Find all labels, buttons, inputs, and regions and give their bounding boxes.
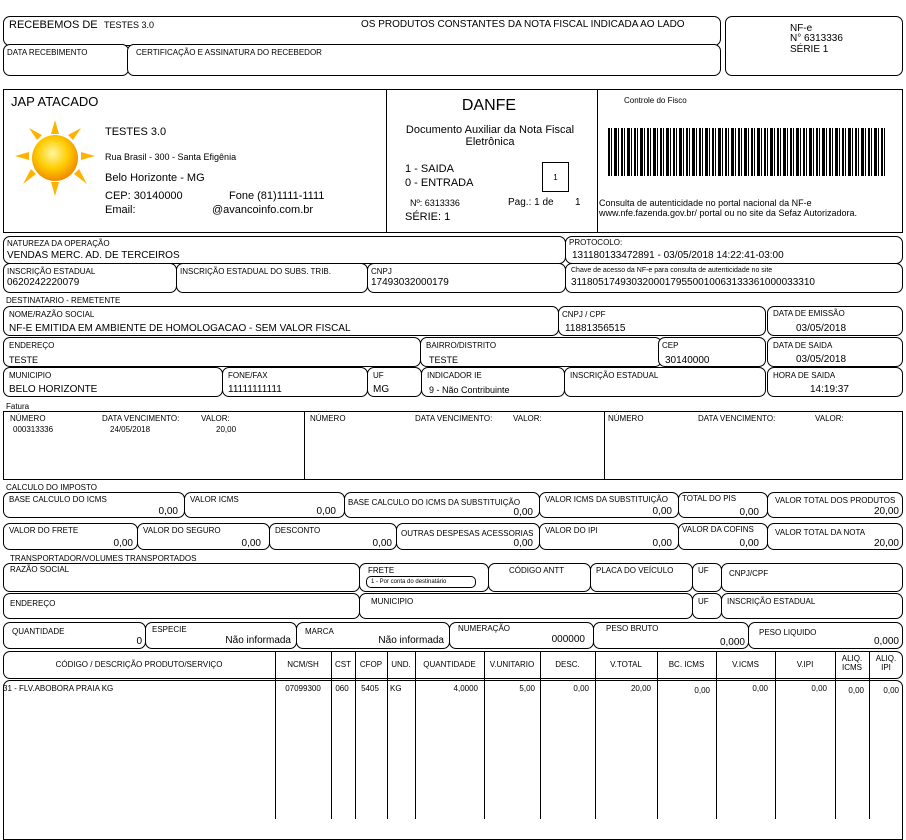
transp-frete-box: [359, 563, 489, 592]
transp-numeracao-value: 000000: [551, 634, 585, 645]
dest-uf-value: MG: [373, 384, 390, 395]
produtos-col-divider: [869, 651, 870, 819]
natureza-label: NATUREZA DA OPERAÇÃO: [7, 239, 110, 248]
transp-endereco-label: ENDEREÇO: [10, 599, 56, 608]
produtos-header-vicms: V.ICMS: [732, 660, 759, 669]
base-icms-label: BASE CALCULO DO ICMS: [9, 495, 107, 504]
ipi-value: 0,00: [652, 538, 672, 549]
fatura-valor-label: VALOR:: [201, 414, 230, 423]
total-prod-value: 20,00: [873, 506, 899, 517]
danfe-tipo-box: [542, 162, 569, 192]
produtos-header-cfop: CFOP: [359, 660, 383, 669]
produtos-col-divider: [835, 651, 836, 819]
produto-row: [3, 684, 903, 696]
assinatura-label: CERTIFICAÇÃO E ASSINATURA DO RECEBEDOR: [136, 48, 322, 57]
transp-municipio-box: [359, 593, 693, 619]
transp-marca-value: Não informada: [378, 635, 444, 646]
chave-box: [565, 263, 903, 293]
dest-fone-label: FONE/FAX: [228, 371, 268, 380]
fatura-numero-label-3: NÚMERO: [608, 414, 644, 423]
emitente-endereco: Rua Brasil - 300 - Santa Efigênia: [105, 152, 237, 162]
outras-box: [396, 523, 540, 550]
emitente-email: @avancoinfo.com.br: [212, 204, 314, 216]
produtos-col-divider: [484, 651, 485, 819]
emitente-fone: Fone (81)1111-1111: [229, 190, 325, 202]
frete-label: VALOR DO FRETE: [9, 526, 79, 535]
fatura-numero-label-2: NÚMERO: [310, 414, 346, 423]
produtos-header-vipi: V.IPI: [796, 660, 814, 669]
produtos-col-divider: [595, 651, 596, 819]
ipi-label: VALOR DO IPI: [545, 526, 598, 535]
dest-fone-value: 11111111111: [228, 384, 282, 395]
transp-marca-label: MARCA: [305, 627, 334, 636]
fatura-venc-value: 24/05/2018: [110, 425, 151, 434]
cnpj-box: [367, 263, 566, 293]
danfe-title: DANFE: [461, 97, 517, 114]
transp-frete-pill: [366, 576, 476, 588]
desconto-value: 0,00: [372, 538, 392, 549]
produto-und: KG: [390, 684, 402, 693]
frete-value: 0,00: [113, 538, 133, 549]
emitente-email-label: Email:: [105, 204, 136, 216]
transp-qtd-value: 0: [136, 636, 142, 647]
produto-qtd: 4,0000: [453, 684, 478, 693]
transp-uf2-label: UF: [698, 597, 709, 606]
dest-ie-label: INSCRIÇÃO ESTADUAL: [570, 371, 659, 380]
dest-endereco-box: [3, 337, 421, 367]
produtos-header-cst: CST: [335, 660, 351, 669]
transp-ie-label: INSCRIÇÃO ESTADUAL: [727, 597, 816, 606]
protocolo-box: [565, 236, 903, 264]
danfe-serie: SÉRIE: 1: [405, 211, 451, 223]
emitente-header: JAP ATACADO: [11, 94, 99, 109]
transp-uf-box: [692, 563, 722, 592]
transp-especie-label: ESPECIE: [152, 625, 187, 634]
dest-hora-box: [767, 367, 903, 397]
produto-aliq-icms: 0,00: [848, 686, 864, 695]
sun-logo-icon: [9, 118, 101, 198]
produto-desc: 0,00: [573, 684, 589, 693]
dest-uf-label: UF: [373, 371, 384, 380]
transp-peso-liq-box: [748, 622, 903, 649]
ipi-box: [539, 523, 679, 550]
dest-cep-value: 30140000: [665, 355, 710, 366]
valor-icms-value: 0,00: [316, 506, 336, 517]
produtos-header-bcicms: BC. ICMS: [668, 660, 705, 669]
base-icms-box: [3, 492, 185, 518]
produto-bc-icms: 0,00: [694, 686, 710, 695]
dest-uf-box: [367, 367, 422, 397]
produto-cfop: 5405: [361, 684, 379, 693]
produto-cst: 060: [335, 684, 349, 693]
produto-v-ipi: 0,00: [811, 684, 827, 693]
ie-value: 0620242220079: [7, 277, 80, 288]
dest-endereco-value: TESTE: [9, 355, 39, 365]
transp-antt-box: [488, 563, 591, 592]
danfe-saida: 1 - SAIDA: [405, 163, 454, 175]
recebemos-frase: OS PRODUTOS CONSTANTES DA NOTA FISCAL INDICADA AO LADO: [361, 19, 685, 30]
dest-hora-label: HORA DE SAIDA: [773, 371, 836, 380]
dest-bairro-value: TESTE: [429, 355, 459, 365]
produtos-header-aliqipi: ALIQ. IPI: [875, 654, 897, 672]
transp-antt-label: CÓDIGO ANTT: [509, 566, 565, 575]
natureza-value: VENDAS MERC. AD. DE TERCEIROS: [7, 250, 180, 261]
fatura-valor-label-2: VALOR:: [513, 414, 542, 423]
dest-emissao-value: 03/05/2018: [796, 323, 847, 334]
transp-peso-bruto-label: PESO BRUTO: [606, 624, 659, 633]
fatura-section: Fatura: [6, 402, 30, 411]
canhoto-data: [3, 44, 129, 76]
dest-saida-box: [767, 337, 903, 367]
canhoto-nfe: [725, 16, 903, 76]
base-icms-value: 0,00: [158, 506, 178, 517]
produtos-col-divider: [540, 651, 541, 819]
produtos-col-divider: [775, 651, 776, 819]
emitente-nome: TESTES 3.0: [105, 126, 167, 138]
base-st-box: [344, 492, 540, 518]
dest-emissao-label: DATA DE EMISSÃO: [773, 309, 845, 318]
canhoto-nfe-label: NF-e: [790, 23, 813, 34]
cofins-label: VALOR DA COFINS: [682, 525, 754, 534]
dest-nome-label: NOME/RAZÃO SOCIAL: [9, 310, 95, 319]
transp-frete-label: FRETE: [368, 566, 395, 575]
ie-label: INSCRIÇÃO ESTADUAL: [7, 267, 96, 276]
produtos-header-ncm: NCM/SH: [287, 660, 319, 669]
dest-endereco-label: ENDEREÇO: [9, 341, 55, 350]
total-nota-label: VALOR TOTAL DA NOTA: [775, 528, 866, 537]
transp-qtd-box: [3, 622, 146, 649]
danfe-subtitle: Documento Auxiliar da Nota Fiscal Eletrônica: [405, 124, 575, 148]
transp-qtd-label: QUANTIDADE: [12, 627, 65, 636]
dest-saida-label: DATA DE SAIDA: [773, 341, 833, 350]
cnpj-value: 17493032000179: [371, 277, 449, 288]
transp-razao-label: RAZÃO SOCIAL: [10, 565, 70, 574]
produto-vunit: 5,00: [519, 684, 535, 693]
seguro-box: [137, 523, 270, 550]
dest-fone-box: [222, 367, 368, 397]
transp-placa-box: [590, 563, 693, 592]
total-nota-value: 20,00: [873, 538, 899, 549]
canhoto-nfe-numero: N° 6313336: [790, 33, 843, 44]
ie-st-box: [176, 263, 368, 293]
canhoto-assinatura: [127, 44, 721, 76]
cofins-box: [678, 523, 768, 550]
total-nota-box: [767, 523, 903, 550]
produtos-header-vtotal: V.TOTAL: [610, 660, 642, 669]
transp-endereco-box: [3, 593, 360, 619]
transp-uf2-box: [692, 593, 722, 619]
fisco-consulta-1: Consulta de autenticidade no portal nacional da NF-e: [599, 198, 812, 208]
base-st-value: 0,00: [513, 507, 533, 518]
transp-marca-box: [296, 622, 450, 649]
transp-peso-liq-value: 0,000: [873, 636, 899, 647]
transp-razao-box: [3, 563, 360, 592]
desconto-box: [269, 523, 397, 550]
seguro-value: 0,00: [241, 538, 261, 549]
dest-municipio-value: BELO HORIZONTE: [9, 384, 98, 395]
produtos-columns: [3, 651, 903, 819]
transp-municipio-label: MUNICIPIO: [371, 597, 414, 606]
transp-numeracao-box: [449, 622, 594, 649]
imposto-section: CALCULO DO IMPOSTO: [6, 483, 97, 492]
frete-box: [3, 523, 138, 550]
valor-icms-label: VALOR ICMS: [190, 495, 239, 504]
total-prod-label: VALOR TOTAL DOS PRODUTOS: [775, 496, 896, 505]
pis-label: TOTAL DO PIS: [682, 494, 737, 503]
dest-ind-ie-label: INDICADOR IE: [427, 371, 482, 380]
produtos-col-divider: [387, 651, 388, 819]
produtos-header-desc2: DESC.: [555, 660, 580, 669]
canhoto-nfe-serie: SÉRIE 1: [790, 44, 829, 55]
produtos-col-divider: [716, 651, 717, 819]
base-st-label: BASE CALCULO DO ICMS DA SUBSTITUIÇÃO: [348, 498, 521, 507]
chave-value: 31180517493032000179550010063133361000033310: [571, 277, 815, 288]
ie-st-label: INSCRIÇÃO ESTADUAL DO SUBS. TRIB.: [180, 267, 331, 276]
transp-peso-liq-label: PESO LIQUIDO: [759, 628, 817, 637]
fatura-numero-label: NÚMERO: [10, 414, 46, 423]
emitente-cep: CEP: 30140000: [105, 190, 183, 202]
dest-nome-box: [3, 306, 559, 336]
transp-placa-label: PLACA DO VEÍCULO: [596, 566, 674, 575]
transp-cnpj-box: [721, 563, 903, 592]
total-prod-box: [767, 492, 903, 518]
ie-box: [3, 263, 177, 293]
danfe-pagina: Pag.: 1 de: [508, 197, 554, 208]
protocolo-label: PROTOCOLO:: [569, 238, 623, 247]
transp-uf-label: UF: [698, 566, 709, 575]
transp-especie-box: [145, 622, 297, 649]
produtos-header-vunit: V.UNITARIO: [489, 660, 535, 669]
fatura-valor-value: 20,00: [216, 425, 237, 434]
produtos-col-divider: [355, 651, 356, 819]
pis-box: [678, 492, 768, 518]
dest-emissao-box: [767, 306, 903, 336]
cnpj-label: CNPJ: [371, 267, 392, 276]
natureza-box: [3, 236, 566, 264]
produto-vtotal: 20,00: [630, 684, 651, 693]
desconto-label: DESCONTO: [275, 526, 321, 535]
transp-peso-bruto-box: [593, 622, 749, 649]
produto-descricao: 31 - FLV.ABOBORA PRAIA KG: [3, 684, 114, 693]
fisco-label: Controle do Fisco: [624, 96, 687, 105]
recebemos-emitente: TESTES 3.0: [104, 20, 155, 30]
seguro-label: VALOR DO SEGURO: [143, 526, 221, 535]
danfe-entrada: 0 - ENTRADA: [405, 177, 474, 189]
dest-cnpj-value: 11881356515: [565, 323, 626, 334]
outras-value: 0,00: [513, 538, 533, 549]
produtos-col-divider: [331, 651, 332, 819]
outras-label: OUTRAS DESPESAS ACESSORIAS: [401, 529, 534, 538]
dest-ind-ie-value: 9 - Não Contribuinte: [429, 385, 510, 395]
dest-municipio-label: MUNICIPIO: [9, 371, 52, 380]
dest-hora-value: 14:19:37: [810, 384, 849, 395]
transp-ie-box: [721, 593, 903, 619]
dest-ie-box: [564, 367, 766, 397]
produto-aliq-ipi: 0,00: [883, 686, 899, 695]
produtos-header-qtd: QUANTIDADE: [423, 660, 476, 669]
valor-st-label: VALOR ICMS DA SUBSTITUIÇÃO: [545, 495, 668, 504]
protocolo-value: 131180133472891 - 03/05/2018 14:22:41-03:00: [572, 250, 784, 261]
transp-peso-bruto-value: 0,000: [719, 637, 745, 648]
fisco-consulta-2: www.nfe.fazenda.gov.br/ portal ou no site da Sefaz Autorizadora.: [599, 208, 857, 218]
dest-cep-box: [658, 337, 766, 367]
emitente-cidade: Belo Horizonte - MG: [105, 172, 205, 184]
transp-especie-value: Não informada: [225, 635, 291, 646]
produtos-col-divider: [275, 651, 276, 819]
dest-nome-value: NF-E EMITIDA EM AMBIENTE DE HOMOLOGACAO - SEM VALOR FISCAL: [9, 323, 351, 334]
produtos-col-divider: [415, 651, 416, 819]
danfe-numero: Nº: 6313336: [410, 198, 460, 208]
transp-frete-value: 1 - Por conta do destinatário: [371, 579, 447, 585]
transp-cnpj-label: CNPJ/CPF: [729, 569, 769, 578]
canhoto-recebemos: [3, 16, 721, 46]
destinatario-section: DESTINATARIO - REMETENTE: [6, 296, 121, 305]
data-recebimento-label: DATA RECEBIMENTO: [7, 48, 88, 57]
danfe-paginas: 1: [575, 197, 581, 208]
fatura-valor-label-3: VALOR:: [815, 414, 844, 423]
dest-bairro-label: BAIRRO/DISTRITO: [426, 341, 497, 350]
dest-cnpj-box: [558, 306, 766, 336]
dest-bairro-box: [420, 337, 662, 367]
valor-icms-box: [184, 492, 345, 518]
dest-cep-label: CEP: [662, 341, 679, 350]
dest-cnpj-label: CNPJ / CPF: [562, 310, 606, 319]
produtos-header-desc: CÓDIGO / DESCRIÇÃO PRODUTO/SERVIÇO: [55, 660, 223, 669]
produto-v-icms: 0,00: [752, 684, 768, 693]
pis-value: 0,00: [739, 507, 759, 518]
fatura-venc-label-2: DATA VENCIMENTO:: [415, 414, 493, 423]
produto-ncm: 07099300: [285, 684, 321, 693]
produtos-header-aliqicms: ALIQ. ICMS: [841, 654, 863, 672]
barcode: [608, 128, 886, 176]
dest-ind-ie-box: [421, 367, 565, 397]
valor-st-value: 0,00: [652, 506, 672, 517]
fatura-venc-label: DATA VENCIMENTO:: [102, 414, 180, 423]
fatura-numero-value: 000313336: [13, 425, 54, 434]
cofins-value: 0,00: [739, 538, 759, 549]
recebemos-label: RECEBEMOS DE: [9, 19, 98, 31]
dest-saida-value: 03/05/2018: [796, 354, 847, 365]
danfe-tipo: 1: [553, 173, 558, 182]
produtos-header-und: UND.: [391, 660, 411, 669]
fatura-venc-label-3: DATA VENCIMENTO:: [698, 414, 776, 423]
valor-st-box: [539, 492, 679, 518]
chave-label: Chave de acesso da NF-e para consulta de autenticidade no site: [571, 267, 773, 274]
transporte-section: TRANSPORTADOR/VOLUMES TRANSPORTADOS: [10, 554, 197, 563]
produtos-col-divider: [657, 651, 658, 819]
dest-municipio-box: [3, 367, 223, 397]
transp-numeracao-label: NUMERAÇÃO: [458, 624, 511, 633]
